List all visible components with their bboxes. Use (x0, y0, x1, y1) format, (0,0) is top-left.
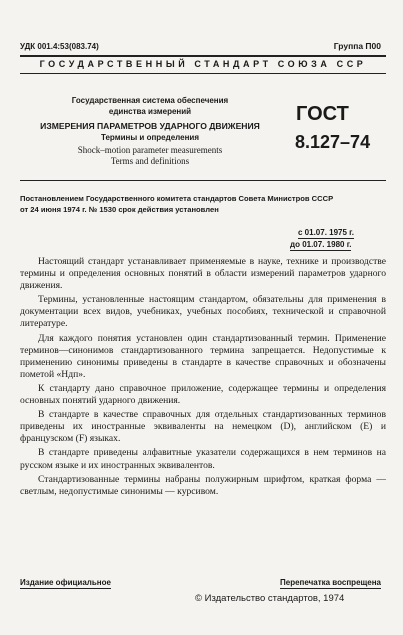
state-standard-banner: ГОСУДАРСТВЕННЫЙ СТАНДАРТ СОЮЗА ССР (39, 59, 367, 69)
effective-from-label: с 01.07. (298, 228, 327, 237)
paragraph-5: В стандарте в качестве справочных для отдельных стандартизованных терминов приведены их иностранные эквиваленты на немецком (D), английском (E) и французском (F) языках. (20, 409, 386, 445)
effective-from-year: 1975 г. (329, 228, 354, 237)
copyright-symbol: © (195, 593, 202, 604)
reprint-prohibited: Перепечатка воспрещена (280, 578, 381, 587)
header-rule-bottom (20, 73, 386, 74)
effective-from (298, 228, 354, 239)
decree-line-2: от 24 июня 1974 г. № 1530 срок действия установлен (20, 205, 219, 214)
system-line-2: единства измерений (108, 107, 192, 116)
udc-code: УДК 001.4:53(083.74) (20, 42, 99, 51)
group-code: Группа П00 (333, 41, 381, 51)
effective-to-year: 1980 г. (326, 240, 352, 249)
effective-to (290, 240, 351, 251)
gost-label: ГОСТ (296, 103, 349, 125)
paragraph-3: Для каждого понятия установлен один стандартизованный термин. Применение терминов—синонимов стандартизованного термина запрещается. Недопустимые к применению синонимы приведены в стандарте в качестве справочных и обозначены пометой «Ндп». (20, 332, 386, 380)
paragraph-2: Термины, установленные настоящим стандартом, обязательны для применения в документации всех видов, учебниках, учебных пособиях, технической и справочной литературе. (20, 294, 386, 330)
decree-line-1: Постановлением Государственного комитета стандартов Совета Министров СССР (20, 194, 334, 203)
title-en: Shock–motion parameter measurements (77, 145, 223, 155)
publisher-name: Издательство стандартов, 1974 (204, 593, 345, 604)
paragraph-4: К стандарту дано справочное приложение, содержащее термины и определения основных понятий ударного движения. (20, 382, 386, 407)
publisher-line (195, 593, 344, 604)
subtitle-ru: Термины и определения (100, 133, 199, 142)
system-line-1: Государственная система обеспечения (71, 96, 229, 105)
body-text (20, 256, 386, 498)
paragraph-7: Стандартизованные термины набраны полужирным шрифтом, краткая форма — светлым, недопустимые синонимы — курсивом. (20, 473, 386, 497)
paragraph-1: Настоящий стандарт устанавливает применяемые в науке, технике и производстве термины и определения основных понятий в области измерений параметров ударного движения. (20, 256, 386, 292)
gost-number: 8.127–74 (295, 132, 371, 152)
subtitle-en: Terms and definitions (110, 156, 190, 166)
header-rule-top (20, 55, 386, 57)
paragraph-6: В стандарте приведены алфавитные указатели содержащихся в нем терминов на русском языке и их иностранных эквивалентов. (20, 447, 386, 471)
official-edition: Издание официальное (20, 578, 111, 587)
title-ru: ИЗМЕРЕНИЯ ПАРАМЕТРОВ УДАРНОГО ДВИЖЕНИЯ (40, 121, 260, 131)
effective-to-label: до 01.07. (290, 240, 325, 249)
title-rule (20, 180, 386, 181)
